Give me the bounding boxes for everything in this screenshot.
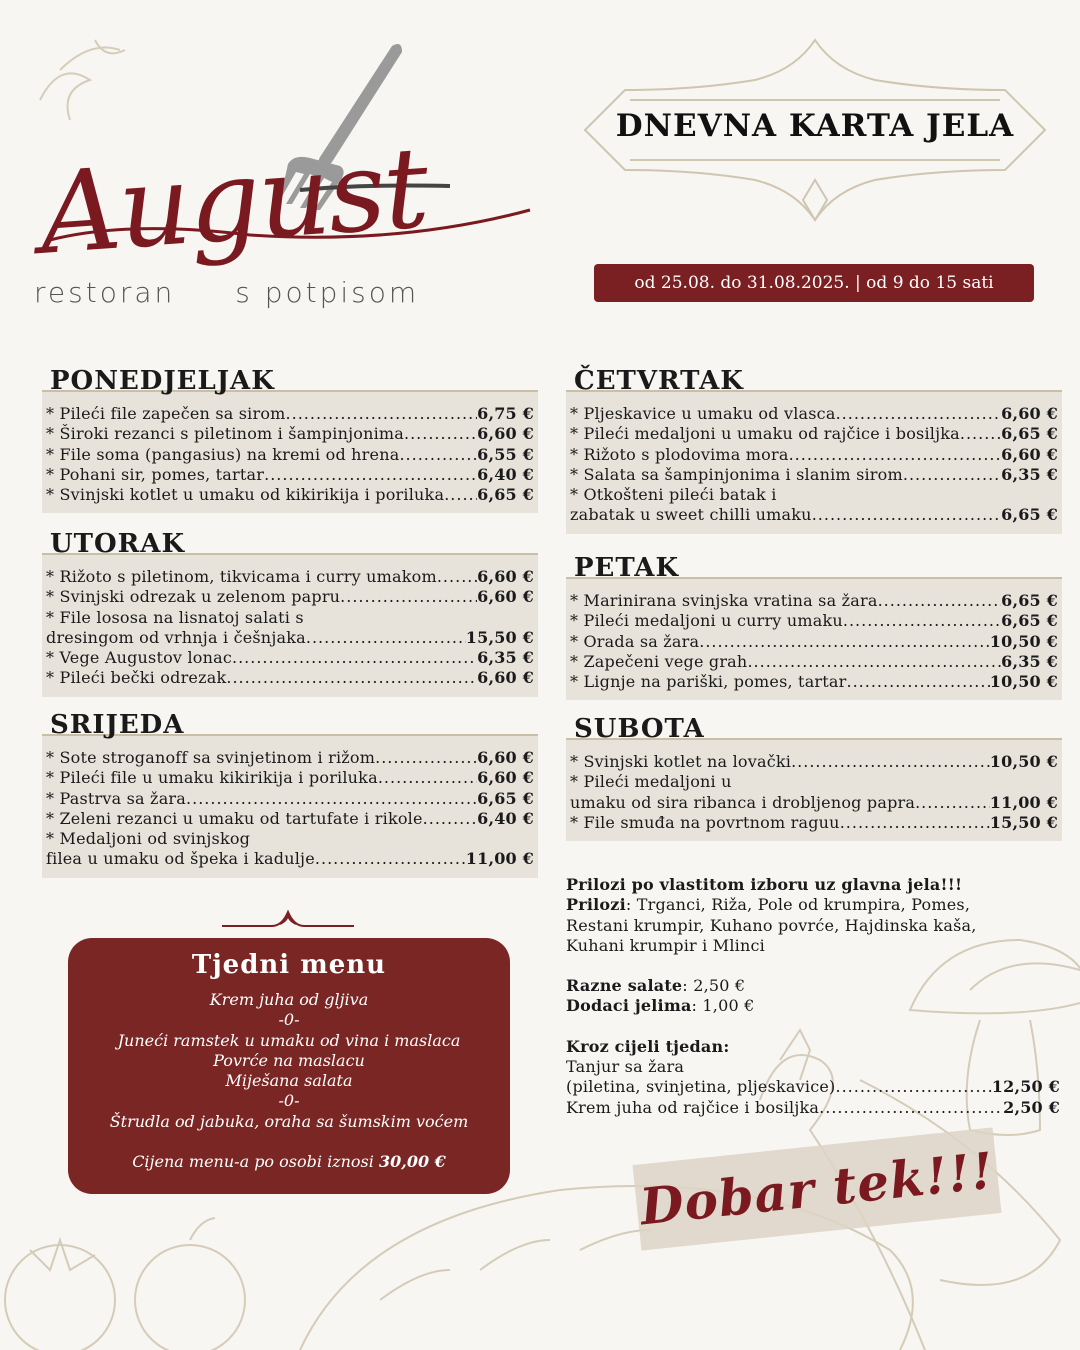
logo-script-august: August (35, 123, 431, 280)
weekly-menu-line: Miješana salata (225, 1071, 353, 1091)
menu-item: * Zeleni rezanci u umaku od tartufate i rikole ..... 6,40 € (46, 809, 534, 829)
menu-item: * Vege Augustov lonac ..... 6,35 € (46, 648, 534, 668)
weekly-menu-line: -0- (278, 1010, 300, 1030)
day-items-box (42, 553, 538, 697)
weekly-menu-title: Tjedni menu (191, 950, 387, 980)
day-title: SRIJEDA (50, 710, 185, 740)
menu-item: * Pileći file u umaku kikirikija i poriluka ..... 6,60 € (46, 768, 534, 788)
menu-item: * Svinjski kotlet u umaku od kikirikija i poriluka ..... 6,65 € (46, 485, 534, 505)
menu-item: filea u umaku od špeka i kadulje ..... 11,00 € (46, 849, 534, 869)
menu-item: * Svinjski odrezak u zelenom papru ..... 6,60 € (46, 587, 534, 607)
weekly-menu-line: Krem juha od gljiva (209, 990, 369, 1009)
menu-item: * Orada sa žara ..... 10,50 € (570, 632, 1058, 652)
day-monday (42, 366, 538, 513)
menu-item-line: * Otkošteni pileći batak i (570, 485, 777, 505)
sides-section (566, 875, 1066, 1118)
menu-item: Krem juha od rajčice i bosiljka ..... 2,50 € (566, 1098, 1060, 1118)
menu-item: * Marinirana svinjska vratina sa žara ..... 6,65 € (570, 591, 1058, 611)
menu-item: * Zapečeni vege grah ..... 6,35 € (570, 652, 1058, 672)
day-items-box (566, 390, 1062, 534)
day-items-box (566, 577, 1062, 700)
dobar-tek-banner: Dobar tek!!! (632, 1127, 1001, 1250)
menu-item-line: * Medaljoni od svinjskog (46, 829, 251, 849)
menu-item: * Rižoto s plodovima mora ..... 6,60 € (570, 445, 1058, 465)
menu-item: * Široki rezanci s piletinom i šampinjonima ..... 6,60 € (46, 424, 534, 444)
menu-item-line: * Pileći medaljoni u (570, 772, 732, 792)
day-items-box (42, 390, 538, 513)
menu-item: dresingom od vrhnja i češnjaka ..... 15,50 € (46, 628, 534, 648)
day-items-box (566, 738, 1062, 841)
menu-item: * Salata sa šampinjonima i slanim sirom ..... 6,35 € (570, 465, 1058, 485)
menu-item: * Sote stroganoff sa svinjetinom i rižom ..... 6,60 € (46, 748, 534, 768)
menu-item: * Pljeskavice u umaku od vlasca ..... 6,60 € (570, 404, 1058, 424)
date-banner: od 25.08. do 31.08.2025. | od 9 do 15 sati (594, 264, 1034, 302)
logo-tagline: restoran s potpisom (34, 276, 420, 309)
weekly-menu-line: Povrće na maslacu (213, 1050, 365, 1070)
weekly-menu-line: Juneći ramstek u umaku od vina i maslaca (117, 1030, 461, 1050)
day-tuesday (42, 529, 538, 697)
menu-item: (piletina, svinjetina, pljeskavice) ..... 12,50 € (566, 1077, 1060, 1097)
menu-item-line: * File lososa na lisnatoj salati s (46, 607, 304, 627)
sides-list: Kuhani krumpir i Mlinci (566, 935, 765, 955)
menu-item-line: Tanjur sa žara (566, 1057, 685, 1077)
extras-price: Dodaci jelima: 1,00 € (566, 996, 755, 1016)
menu-item: * Pileći medaljoni u curry umaku ..... 6,65 € (570, 611, 1058, 631)
ornament-divider (220, 908, 356, 932)
weekly-menu-price: Cijena menu-a po osobi iznosi 30,00 € (132, 1152, 446, 1172)
sides-list: Prilozi: Trganci, Riža, Pole od krumpira, Pomes, (566, 895, 971, 915)
day-saturday (566, 714, 1062, 841)
day-wednesday (42, 710, 538, 878)
day-title: UTORAK (50, 529, 186, 559)
weekly-menu-box (68, 938, 510, 1194)
day-title: PETAK (574, 553, 680, 583)
menu-item: * File soma (pangasius) na kremi od hrena ..... 6,55 € (46, 445, 534, 465)
signature-swash (40, 200, 540, 260)
sides-heading: Prilozi po vlastitom izboru uz glavna jela!!! (566, 875, 963, 894)
menu-item: * Pileći medaljoni u umaku od rajčice i bosiljka ..... 6,65 € (570, 424, 1058, 444)
day-title: PONEDJELJAK (50, 366, 275, 396)
menu-item: * Pastrva sa žara ..... 6,65 € (46, 789, 534, 809)
menu-item: zabatak u sweet chilli umaku ..... 6,65 € (570, 505, 1058, 525)
day-friday (566, 553, 1062, 700)
weekly-menu-line: Štrudla od jabuka, oraha sa šumskim voćem (109, 1111, 469, 1131)
page-title: DNEVNA KARTA JELA (615, 108, 1015, 144)
menu-item: * Pohani sir, pomes, tartar ..... 6,40 € (46, 465, 534, 485)
menu-item: * Lignje na pariški, pomes, tartar ..... 10,50 € (570, 672, 1058, 692)
menu-item: * Pileći file zapečen sa sirom ..... 6,75 € (46, 404, 534, 424)
sides-list: Restani krumpir, Kuhano povrće, Hajdinska kaša, (566, 915, 977, 935)
day-title: ČETVRTAK (574, 366, 744, 396)
day-items-box (42, 734, 538, 878)
weekly-menu-line: -0- (278, 1091, 300, 1111)
salads-price: Razne salate: 2,50 € (566, 976, 746, 996)
menu-item: * Rižoto s piletinom, tikvicama i curry umakom ..... 6,60 € (46, 567, 534, 587)
menu-item: umaku od sira ribanca i drobljenog papra ..... 11,00 € (570, 793, 1058, 813)
menu-item: * File smuđa na povrtnom raguu ..... 15,50 € (570, 813, 1058, 833)
day-thursday (566, 366, 1062, 534)
menu-item: * Svinjski kotlet na lovački ..... 10,50 € (570, 752, 1058, 772)
day-title: SUBOTA (574, 714, 705, 744)
whole-week-heading: Kroz cijeli tjedan: (566, 1036, 730, 1056)
menu-item: * Pileći bečki odrezak ..... 6,60 € (46, 668, 534, 688)
